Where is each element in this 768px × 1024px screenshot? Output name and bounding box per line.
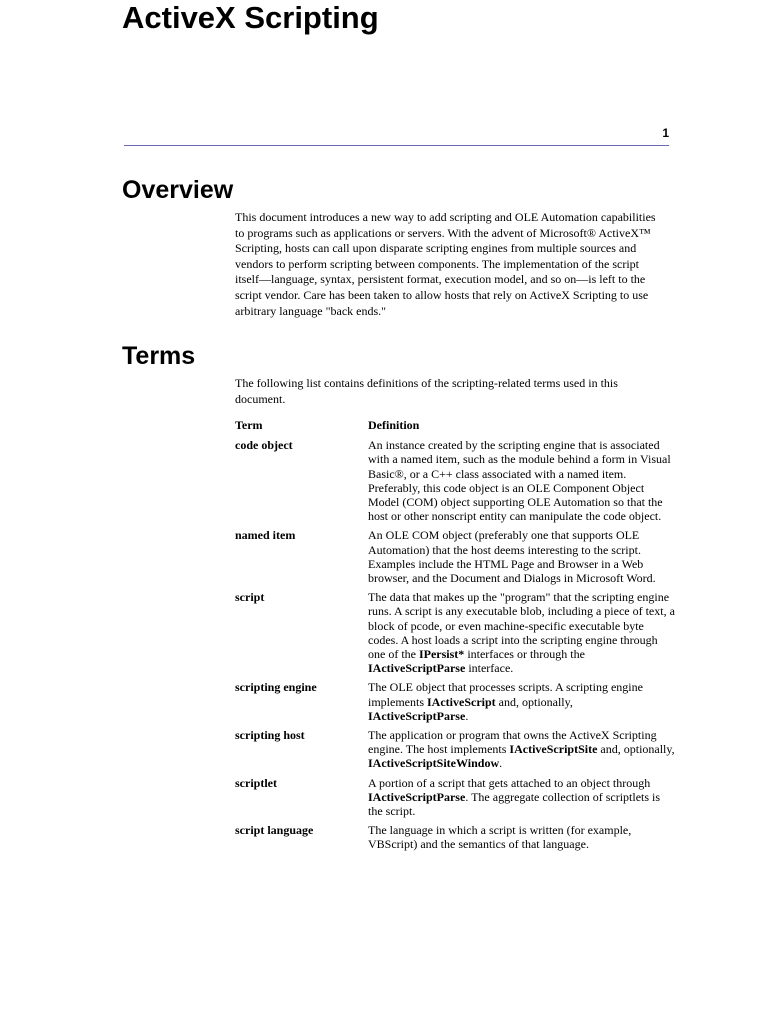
definition-text: The language in which a script is written (for example, VBScript) and the semantics of that language. (368, 823, 632, 852)
definition-cell (368, 528, 675, 590)
api-name: IActiveScriptParse (368, 789, 466, 804)
terms-heading: Terms (122, 342, 196, 370)
terms-table (235, 418, 675, 857)
term-cell: code object (235, 438, 293, 453)
column-header-definition: Definition (368, 418, 420, 432)
header-divider (124, 145, 669, 146)
api-name: IActiveScriptParse (368, 708, 466, 723)
definition-cell (368, 823, 675, 856)
terms-intro: The following list contains definitions of the scripting-related terms used in this document. (235, 376, 618, 406)
definition-text: The application or program that owns the ActiveX Scripting engine. The host implements (368, 728, 657, 757)
document-title: ActiveX Scripting (122, 0, 379, 35)
definition-text: and, optionally, (495, 694, 573, 709)
overview-heading: Overview (122, 176, 234, 204)
table-row (235, 728, 675, 776)
table-row (235, 776, 675, 824)
table-row (235, 438, 675, 528)
term-cell: named item (235, 528, 296, 543)
term-cell: script (235, 590, 265, 605)
definition-cell (368, 438, 675, 528)
term-cell: scriptlet (235, 775, 277, 790)
api-name: IActiveScriptSite (509, 742, 598, 757)
overview-paragraph: This document introduces a new way to add scripting and OLE Automation capabilities to programs such as applications or servers. With the advent of Microsoft® ActiveX™ Scripting, hosts can call upon disparate scripting engines from multiple sources and vendors to perform scripting between components. The implementation of the script itself—language, syntax, persistent format, execution model, and so on—is left to the script vendor. Care has been taken to allow hosts that rely on ActiveX Scripting to use arbitrary language "back ends." (235, 210, 656, 318)
term-cell: scripting host (235, 728, 305, 743)
api-name: IActiveScriptParse (368, 661, 466, 676)
table-row (235, 680, 675, 728)
definition-cell (368, 590, 675, 680)
definition-text: A portion of a script that gets attached to an object through (368, 775, 651, 790)
api-name: IPersist* (418, 647, 465, 662)
table-row (235, 528, 675, 590)
term-cell: scripting engine (235, 680, 317, 695)
definition-text: An OLE COM object (preferably one that supports OLE Automation) that the host deems interesting to the script. Examples include the HTML Page and Browser in a Web browser, and the Document and Dialogs in Microsoft Word. (368, 528, 656, 586)
definition-text: . (465, 708, 469, 723)
definition-cell (368, 680, 675, 728)
api-name: IActiveScript (427, 694, 496, 709)
terms-table-header (235, 418, 675, 438)
table-row (235, 823, 675, 856)
column-header-term: Term (235, 418, 263, 432)
definition-text: . (499, 756, 503, 771)
api-name: IActiveScriptSiteWindow (368, 756, 500, 771)
table-row (235, 590, 675, 680)
definition-text: An instance created by the scripting engine that is associated with a named item, such as the module behind a form in Visual Basic®, or a C++ class associated with a named item. Preferably, this code object is an OLE Component Object Model (COM) object supporting OLE Automation so that the host or other nonscript entity can manipulate the code object. (368, 438, 671, 524)
definition-text: The data that makes up the "program" that the scripting engine runs. A script is any executable blob, including a piece of text, a block of pcode, or even machine-specific executable byte codes. A host loads a script into the scripting engine through one of the (368, 590, 675, 662)
terms-table-body (235, 438, 675, 856)
definition-text: interface. (465, 661, 514, 676)
definition-text: interfaces or through the (464, 647, 585, 662)
definition-text: . The aggregate collection of scriptlets is the script. (368, 789, 661, 819)
page-number: 1 (662, 126, 669, 140)
definition-text: The OLE object that processes scripts. A scripting engine implements (368, 680, 643, 709)
definition-cell (368, 776, 675, 824)
term-cell: script language (235, 823, 314, 838)
definition-cell (368, 728, 675, 776)
definition-text: and, optionally, (597, 742, 675, 757)
